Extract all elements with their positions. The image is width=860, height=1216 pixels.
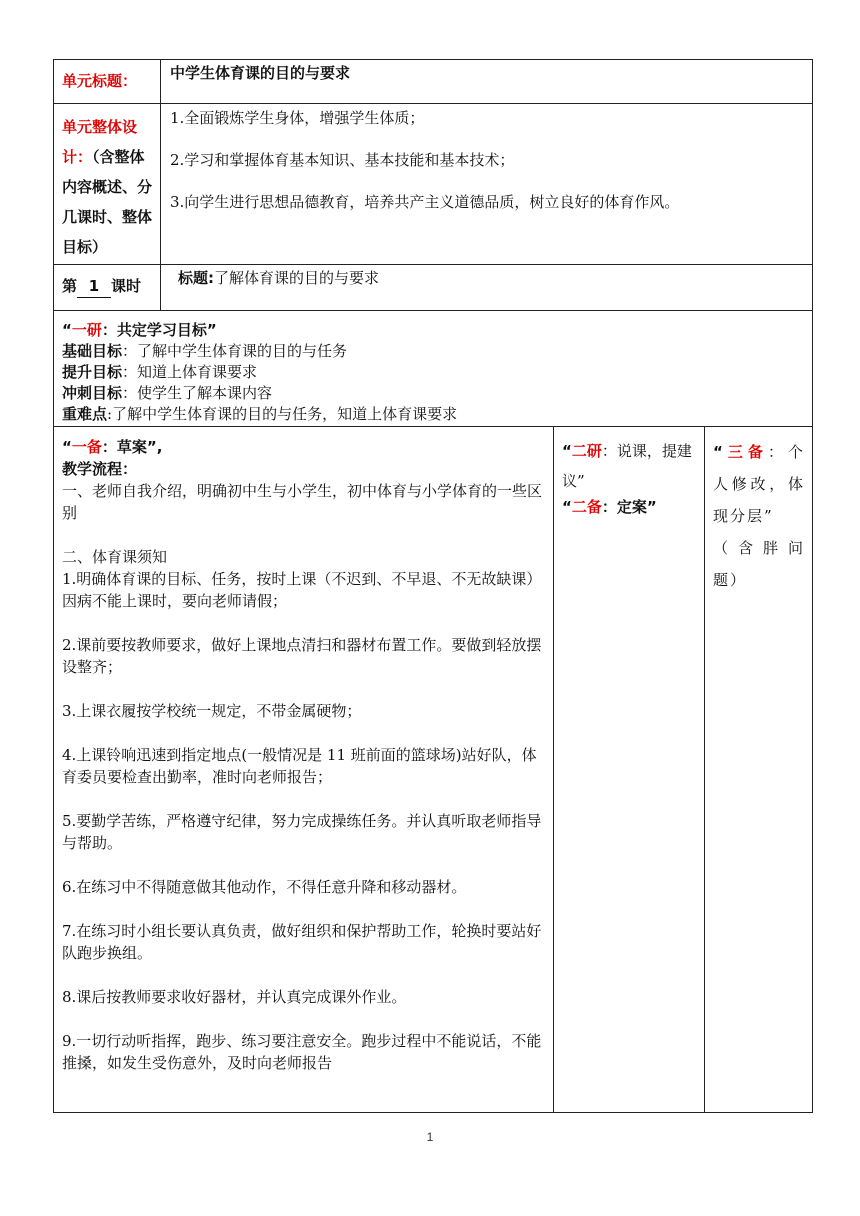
goal-label: 重难点 <box>62 405 108 423</box>
goal-text: ：了解中学生体育课的目的与任务 <box>122 342 348 360</box>
review-header <box>562 436 698 496</box>
draft-header-rest: ：草案”, <box>101 438 163 456</box>
unit-design-items <box>170 107 800 213</box>
row-divider <box>53 426 813 427</box>
quote-mark: “ <box>713 443 725 461</box>
lesson-suffix: 课时 <box>111 277 142 295</box>
row-divider <box>53 103 813 104</box>
unit-design-label-red: 单元整体设计： <box>62 118 138 166</box>
review-header-red: 二研 <box>571 442 602 460</box>
rule-item: 9.一切行动听指挥，跑步、练习要注意安全。跑步过程中不能说话，不能推搡，如发生受伤意外，及时向老师报告 <box>62 1032 542 1072</box>
col-divider <box>704 426 705 1113</box>
quote-mark: “ <box>562 498 572 516</box>
draft-header <box>62 436 548 458</box>
lesson-prefix: 第 <box>62 277 78 295</box>
personal-header-rest: ：个人修改，体现分层” <box>713 443 805 525</box>
personal-header <box>713 436 805 532</box>
row-divider <box>53 264 813 265</box>
lesson-title <box>178 267 798 289</box>
intro-text: 一、老师自我介绍，明确初中生与小学生，初中体育与小学体育的一些区别 <box>62 482 543 522</box>
table-border-bottom <box>53 1112 813 1113</box>
row-divider <box>53 310 813 311</box>
col-divider <box>160 59 161 311</box>
review-header-rest: ：说课，提建议” <box>562 442 692 490</box>
personal-column <box>713 436 805 596</box>
lesson-number-cell <box>62 275 157 298</box>
unit-title-value: 中学生体育课的目的与要求 <box>170 64 351 82</box>
quote-mark: “ <box>62 438 72 456</box>
final-header <box>562 492 698 522</box>
lesson-title-label: 标题: <box>178 269 214 287</box>
quote-mark: “ <box>562 442 572 460</box>
goal-text: ：使学生了解本课内容 <box>122 384 273 402</box>
lesson-title-value: 了解体育课的目的与要求 <box>214 269 380 287</box>
personal-note: （含胖问题） <box>713 539 805 589</box>
rule-item: 3.上课衣履按学校统一规定，不带金属硬物； <box>62 702 362 720</box>
goals-header-red: 一研 <box>71 321 102 339</box>
col-divider <box>553 426 554 1113</box>
rule-item: 6.在练习中不得随意做其他动作，不得任意升降和移动器材。 <box>62 878 467 896</box>
lesson-number: 1 <box>77 275 111 298</box>
rule-item: 4.上课铃响迅速到指定地点(一般情况是 11 班前面的篮球场)站好队，体育委员要检查出勤率，准时向老师报告； <box>62 746 537 786</box>
goal-text: ：知道上体育课要求 <box>122 363 258 381</box>
design-item: 1.全面锻炼学生身体，增强学生体质； <box>170 109 425 127</box>
rule-item: 8.课后按教师要求收好器材，并认真完成课外作业。 <box>62 988 407 1006</box>
goals-section <box>62 320 802 425</box>
teaching-flow <box>62 436 548 1074</box>
review-column <box>562 436 698 522</box>
goal-label: 基础目标 <box>62 342 123 360</box>
goal-item <box>62 404 802 425</box>
final-header-red: 二备 <box>571 498 602 516</box>
unit-title-label: 单元标题： <box>62 72 138 90</box>
table-border-left <box>53 59 54 1113</box>
unit-design-label <box>62 112 157 262</box>
unit-design-label-rest: （含整体内容概述、分几课时、整体目标） <box>62 148 153 256</box>
goal-label: 冲刺目标 <box>62 384 123 402</box>
design-item: 3.向学生进行思想品德教育，培养共产主义道德品质，树立良好的体育作风。 <box>170 193 680 211</box>
flow-label: 教学流程： <box>62 460 138 478</box>
rule-item: 2.课前要按教师要求，做好上课地点清扫和器材布置工作。要做到轻放摆设整齐； <box>62 636 542 676</box>
goal-label: 提升目标 <box>62 363 123 381</box>
rule-item: 7.在练习时小组长要认真负责，做好组织和保护帮助工作，轮换时要站好队跑步换组。 <box>62 922 542 962</box>
table-border-top <box>53 59 813 60</box>
table-border-right <box>812 59 813 1113</box>
design-item: 2.学习和掌握体育基本知识、基本技能和基本技术； <box>170 151 515 169</box>
final-header-rest: ：定案” <box>601 498 657 516</box>
goals-header <box>62 320 802 341</box>
draft-header-red: 一备 <box>71 438 102 456</box>
goal-item <box>62 341 802 362</box>
rule-item: 5.要勤学苦练，严格遵守纪律，努力完成操练任务。并认真听取老师指导与帮助。 <box>62 812 542 852</box>
quote-mark: “ <box>62 321 72 339</box>
goal-text: :了解中学生体育课的目的与任务，知道上体育课要求 <box>107 405 458 423</box>
goal-item <box>62 383 802 404</box>
personal-header-red: 三备 <box>724 443 768 461</box>
section-heading: 二、体育课须知 <box>62 548 168 566</box>
goal-item <box>62 362 802 383</box>
goals-header-rest: ：共定学习目标” <box>101 321 217 339</box>
page-number: 1 <box>426 1130 434 1144</box>
rule-item: 1.明确体育课的目标、任务，按时上课（不迟到、不早退、不无故缺课）因病不能上课时，要向老师请假； <box>62 570 542 610</box>
